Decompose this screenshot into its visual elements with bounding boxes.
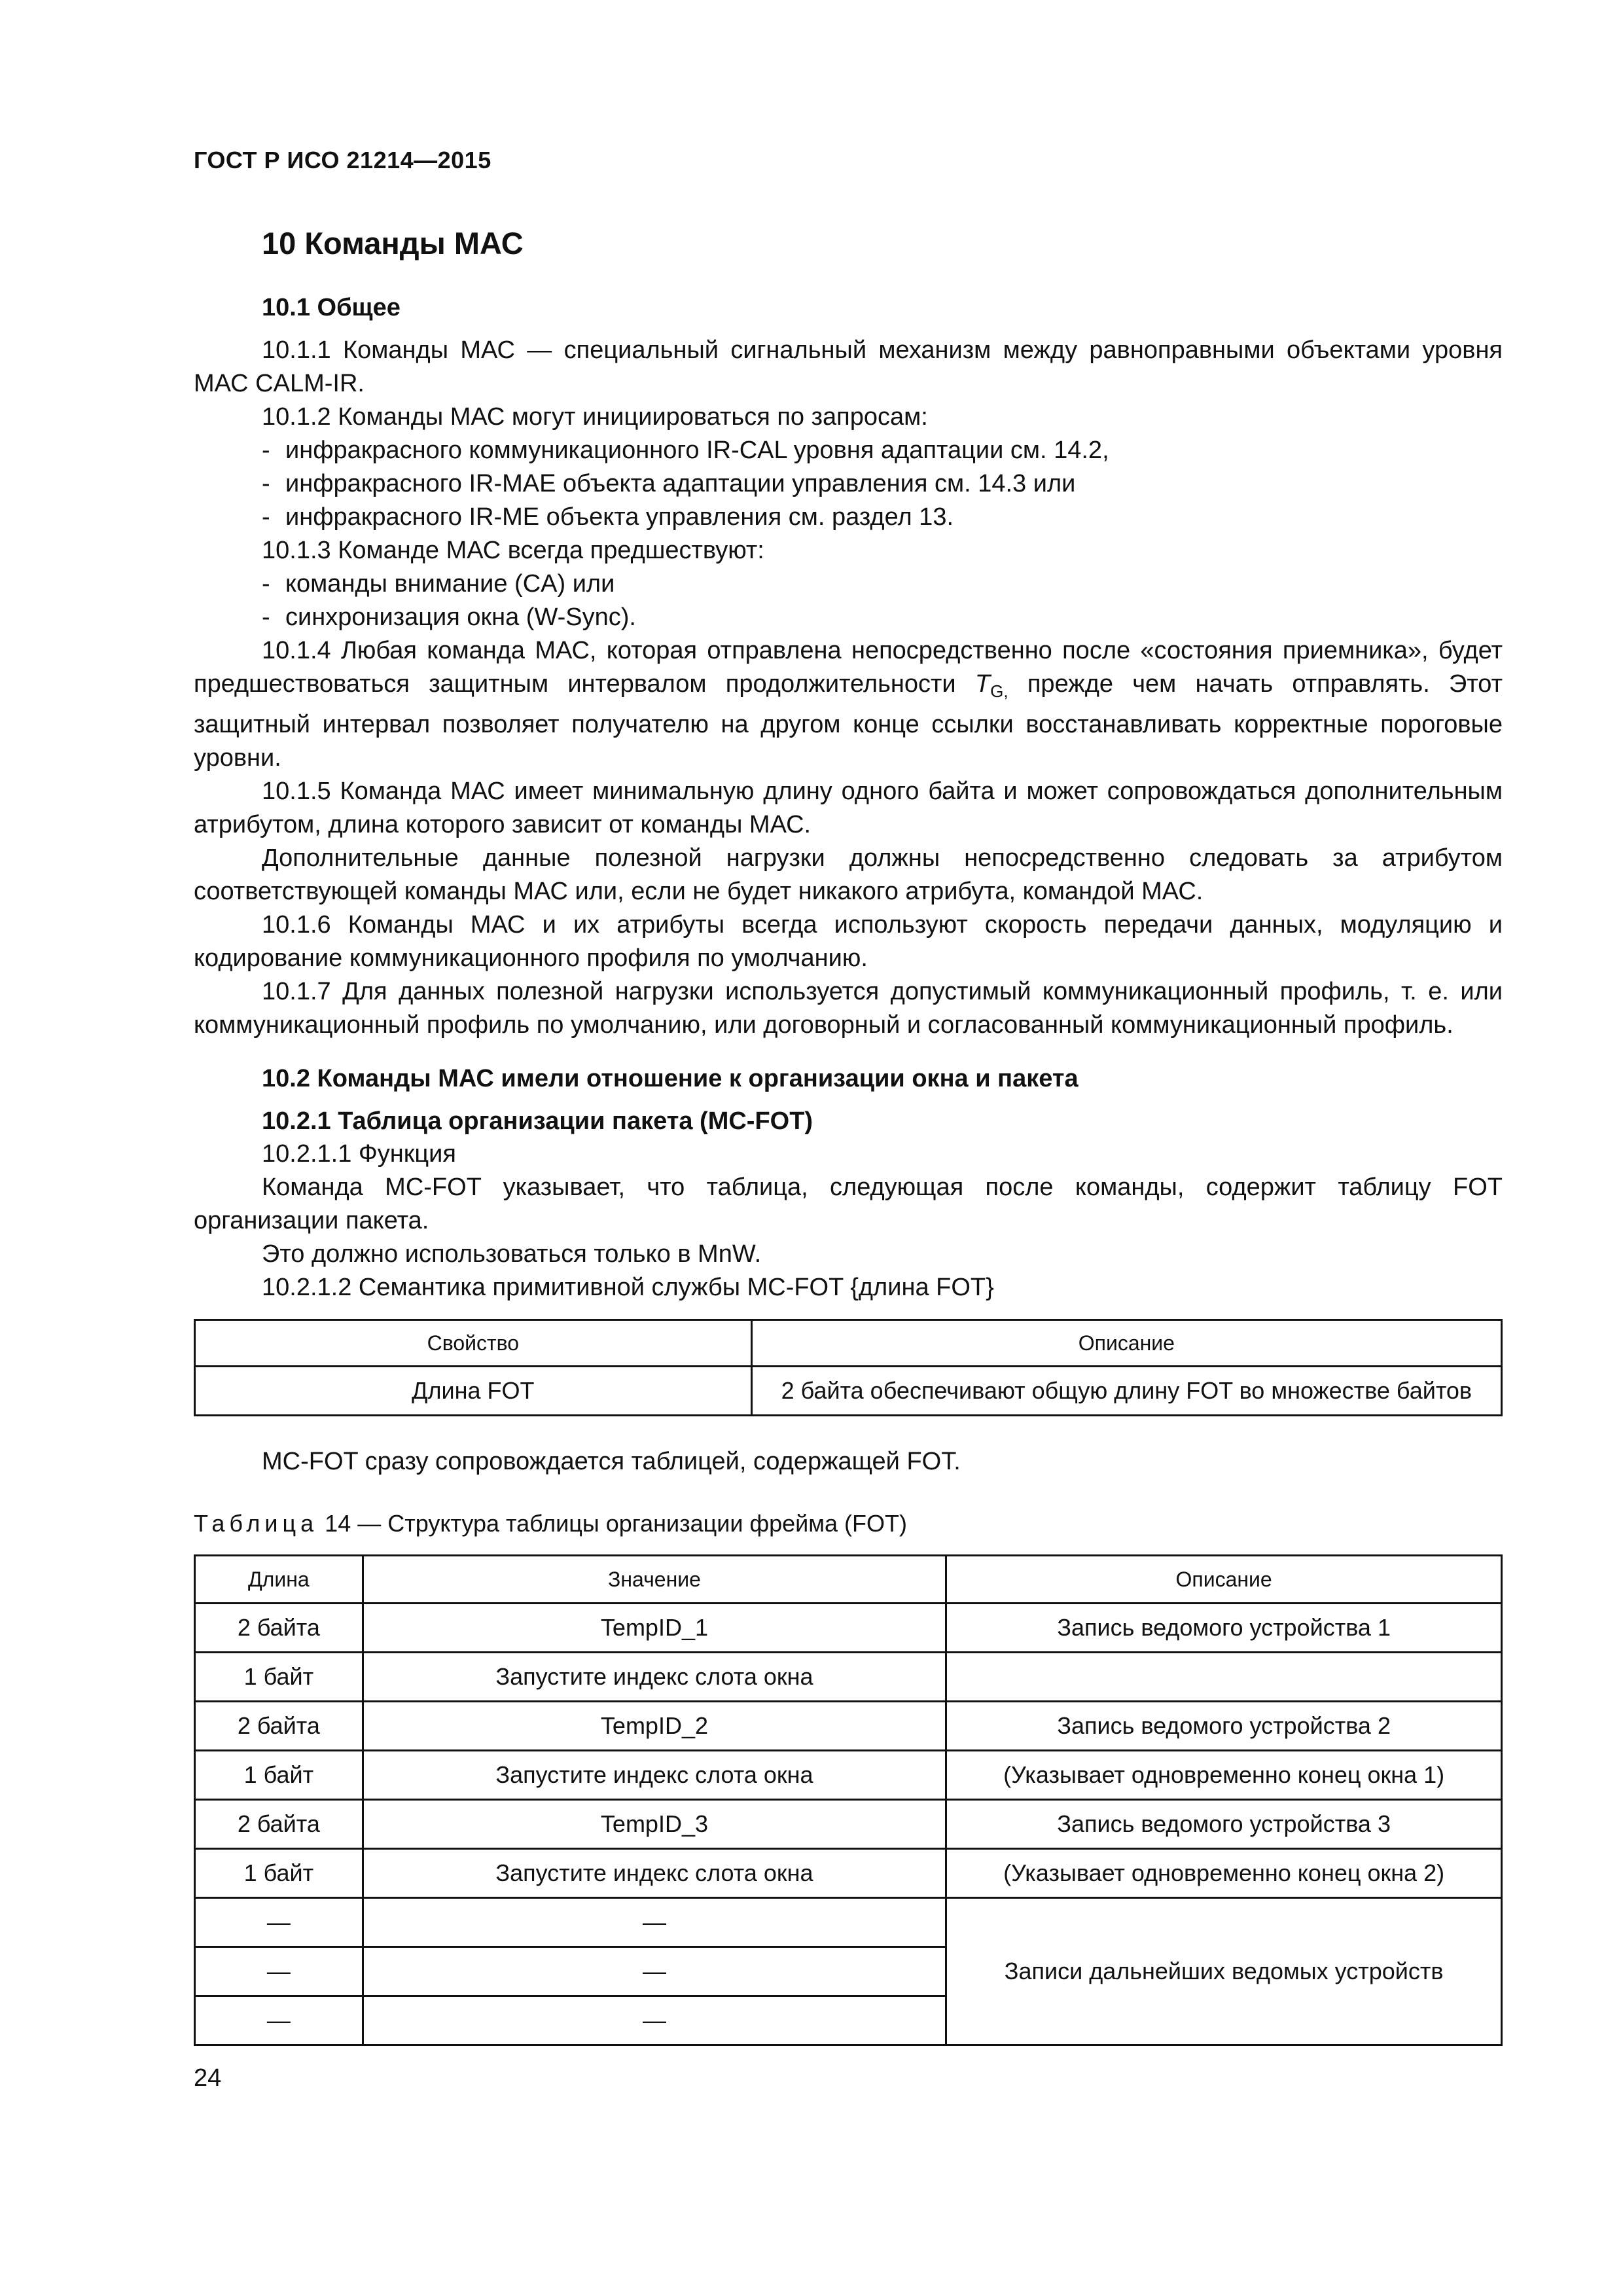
- paragraph-10-2-1-1: 10.2.1.1 Функция: [262, 1140, 456, 1168]
- table-cell: TempID_2: [363, 1702, 946, 1751]
- document-header: ГОСТ Р ИСО 21214—2015: [194, 147, 491, 173]
- table-cell: Длина FOT: [195, 1367, 752, 1416]
- table-cell: Запись ведомого устройства 2: [946, 1702, 1502, 1751]
- table-cell: 2 байта: [195, 1702, 363, 1751]
- table-caption: Таблица 14 — Структура таблицы организации фрейма (FOT): [194, 1510, 907, 1537]
- symbol-subscript: G,: [990, 681, 1008, 701]
- symbol-t: T: [974, 670, 991, 698]
- paragraph-10-1-3: 10.1.3 Команде МАС всегда предшествуют:: [262, 537, 764, 564]
- table-row: [195, 1751, 1502, 1800]
- table-cell: Запустите индекс слота окна: [363, 1751, 946, 1800]
- paragraph-10-2-1-1-usage: Это должно использоваться только в MnW.: [262, 1240, 762, 1268]
- paragraph-10-2-1-2: 10.2.1.2 Семантика примитивной службы MC-FOT {длина FOT}: [262, 1274, 994, 1301]
- paragraph-10-1-2: 10.1.2 Команды МАС могут инициироваться по запросам:: [262, 403, 928, 431]
- table-cell: 2 байта обеспечивают общую длину FOT во множестве байтов: [751, 1367, 1501, 1416]
- table-cell: —: [195, 1947, 363, 1996]
- paragraph-after-table: MC-FOT сразу сопровождается таблицей, содержащей FOT.: [262, 1448, 961, 1475]
- table-header-cell: Свойство: [195, 1320, 752, 1367]
- list-item: - синхронизация окна (W-Sync).: [262, 603, 636, 631]
- table-cell: —: [195, 1898, 363, 1947]
- table-cell: TempID_3: [363, 1800, 946, 1849]
- table-cell: Запустите индекс слота окна: [363, 1849, 946, 1898]
- table-cell-merged: Записи дальнейших ведомых устройств: [946, 1898, 1502, 2045]
- table-row: [195, 1849, 1502, 1898]
- subsection-title-10-1: 10.1 Общее: [262, 294, 401, 321]
- table-header-cell: Значение: [363, 1556, 946, 1604]
- document-page: [194, 0, 1503, 2296]
- list-item: - инфракрасного коммуникационного IR-CAL уровня адаптации см. 14.2,: [262, 437, 1109, 464]
- table-row: [195, 1367, 1502, 1416]
- table-cell: Запустите индекс слота окна: [363, 1653, 946, 1702]
- table-cell: 1 байт: [195, 1751, 363, 1800]
- semantics-table: [194, 1319, 1503, 1416]
- page-number: 24: [194, 2064, 222, 2092]
- paragraph-10-2-1-1-function: Команда MC-FOT указывает, что таблица, следующая после команды, содержит таблицу FOT организации пакета.: [194, 1174, 1503, 1234]
- list-item: - инфракрасного IR-ME объекта управления см. раздел 13.: [262, 503, 954, 531]
- table-cell: —: [195, 1996, 363, 2045]
- table-cell: 1 байт: [195, 1653, 363, 1702]
- fot-structure-table: [194, 1554, 1503, 2046]
- table-row: [195, 1898, 1502, 1947]
- table-cell: 1 байт: [195, 1849, 363, 1898]
- list-item: - инфракрасного IR-MAE объекта адаптации управления см. 14.3 или: [262, 470, 1076, 497]
- document-content: [194, 216, 1503, 2046]
- table-header-cell: Описание: [946, 1556, 1502, 1604]
- subsubsection-title-10-2-1: 10.2.1 Таблица организации пакета (MC-FOT): [262, 1107, 813, 1135]
- section-title: 10 Команды МАС: [262, 226, 524, 260]
- table-row: [195, 1702, 1502, 1751]
- table-cell: TempID_1: [363, 1604, 946, 1653]
- table-cell: —: [363, 1996, 946, 2045]
- paragraph-10-1-6: 10.1.6 Команды МАС и их атрибуты всегда используют скорость передачи данных, модуляцию и кодирование коммуникационного профиля по умолчанию.: [194, 911, 1503, 972]
- table-header-cell: Длина: [195, 1556, 363, 1604]
- table-cell: [946, 1653, 1502, 1702]
- paragraph-10-1-4: 10.1.4 Любая команда МАС, которая отправлена непосредственно после «состояния приемника», будет предшествоваться защитным интервалом продолжительности $T_{G,}$ прежде чем начать отправлять. Этот защитный интервал позволяет получателю на другом конце ссылки восстанавливать корректные пороговые уровни.: [194, 637, 1503, 772]
- paragraph-10-1-5: 10.1.5 Команда МАС имеет минимальную длину одного байта и может сопровождаться дополнительным атрибутом, длина которого зависит от команды МАС.: [194, 778, 1503, 838]
- table-cell: 2 байта: [195, 1604, 363, 1653]
- table-header-cell: Описание: [751, 1320, 1501, 1367]
- subsection-title-10-2: 10.2 Команды МАС имели отношение к организации окна и пакета: [262, 1065, 1079, 1092]
- table-cell: —: [363, 1898, 946, 1947]
- table-cell: 2 байта: [195, 1800, 363, 1849]
- table-cell: —: [363, 1947, 946, 1996]
- table-row: [195, 1604, 1502, 1653]
- list-item: - команды внимание (CA) или: [262, 570, 615, 598]
- paragraph-10-1-5-continued: Дополнительные данные полезной нагрузки должны непосредственно следовать за атрибутом соответствующей команды МАС или, если не будет никакого атрибута, командой МАС.: [194, 844, 1503, 905]
- table-cell: Запись ведомого устройства 3: [946, 1800, 1502, 1849]
- table-row: [195, 1800, 1502, 1849]
- table-cell: (Указывает одновременно конец окна 1): [946, 1751, 1502, 1800]
- table-cell: Запись ведомого устройства 1: [946, 1604, 1502, 1653]
- paragraph-10-1-1: 10.1.1 Команды МАС — специальный сигнальный механизм между равноправными объектами уровня МАС CALM-IR.: [194, 336, 1503, 397]
- table-row: [195, 1653, 1502, 1702]
- table-cell: (Указывает одновременно конец окна 2): [946, 1849, 1502, 1898]
- paragraph-10-1-7: 10.1.7 Для данных полезной нагрузки используется допустимый коммуникационный профиль, т. е. или коммуникационный профиль по умолчанию, или договорный и согласованный коммуникационный профиль.: [194, 978, 1503, 1039]
